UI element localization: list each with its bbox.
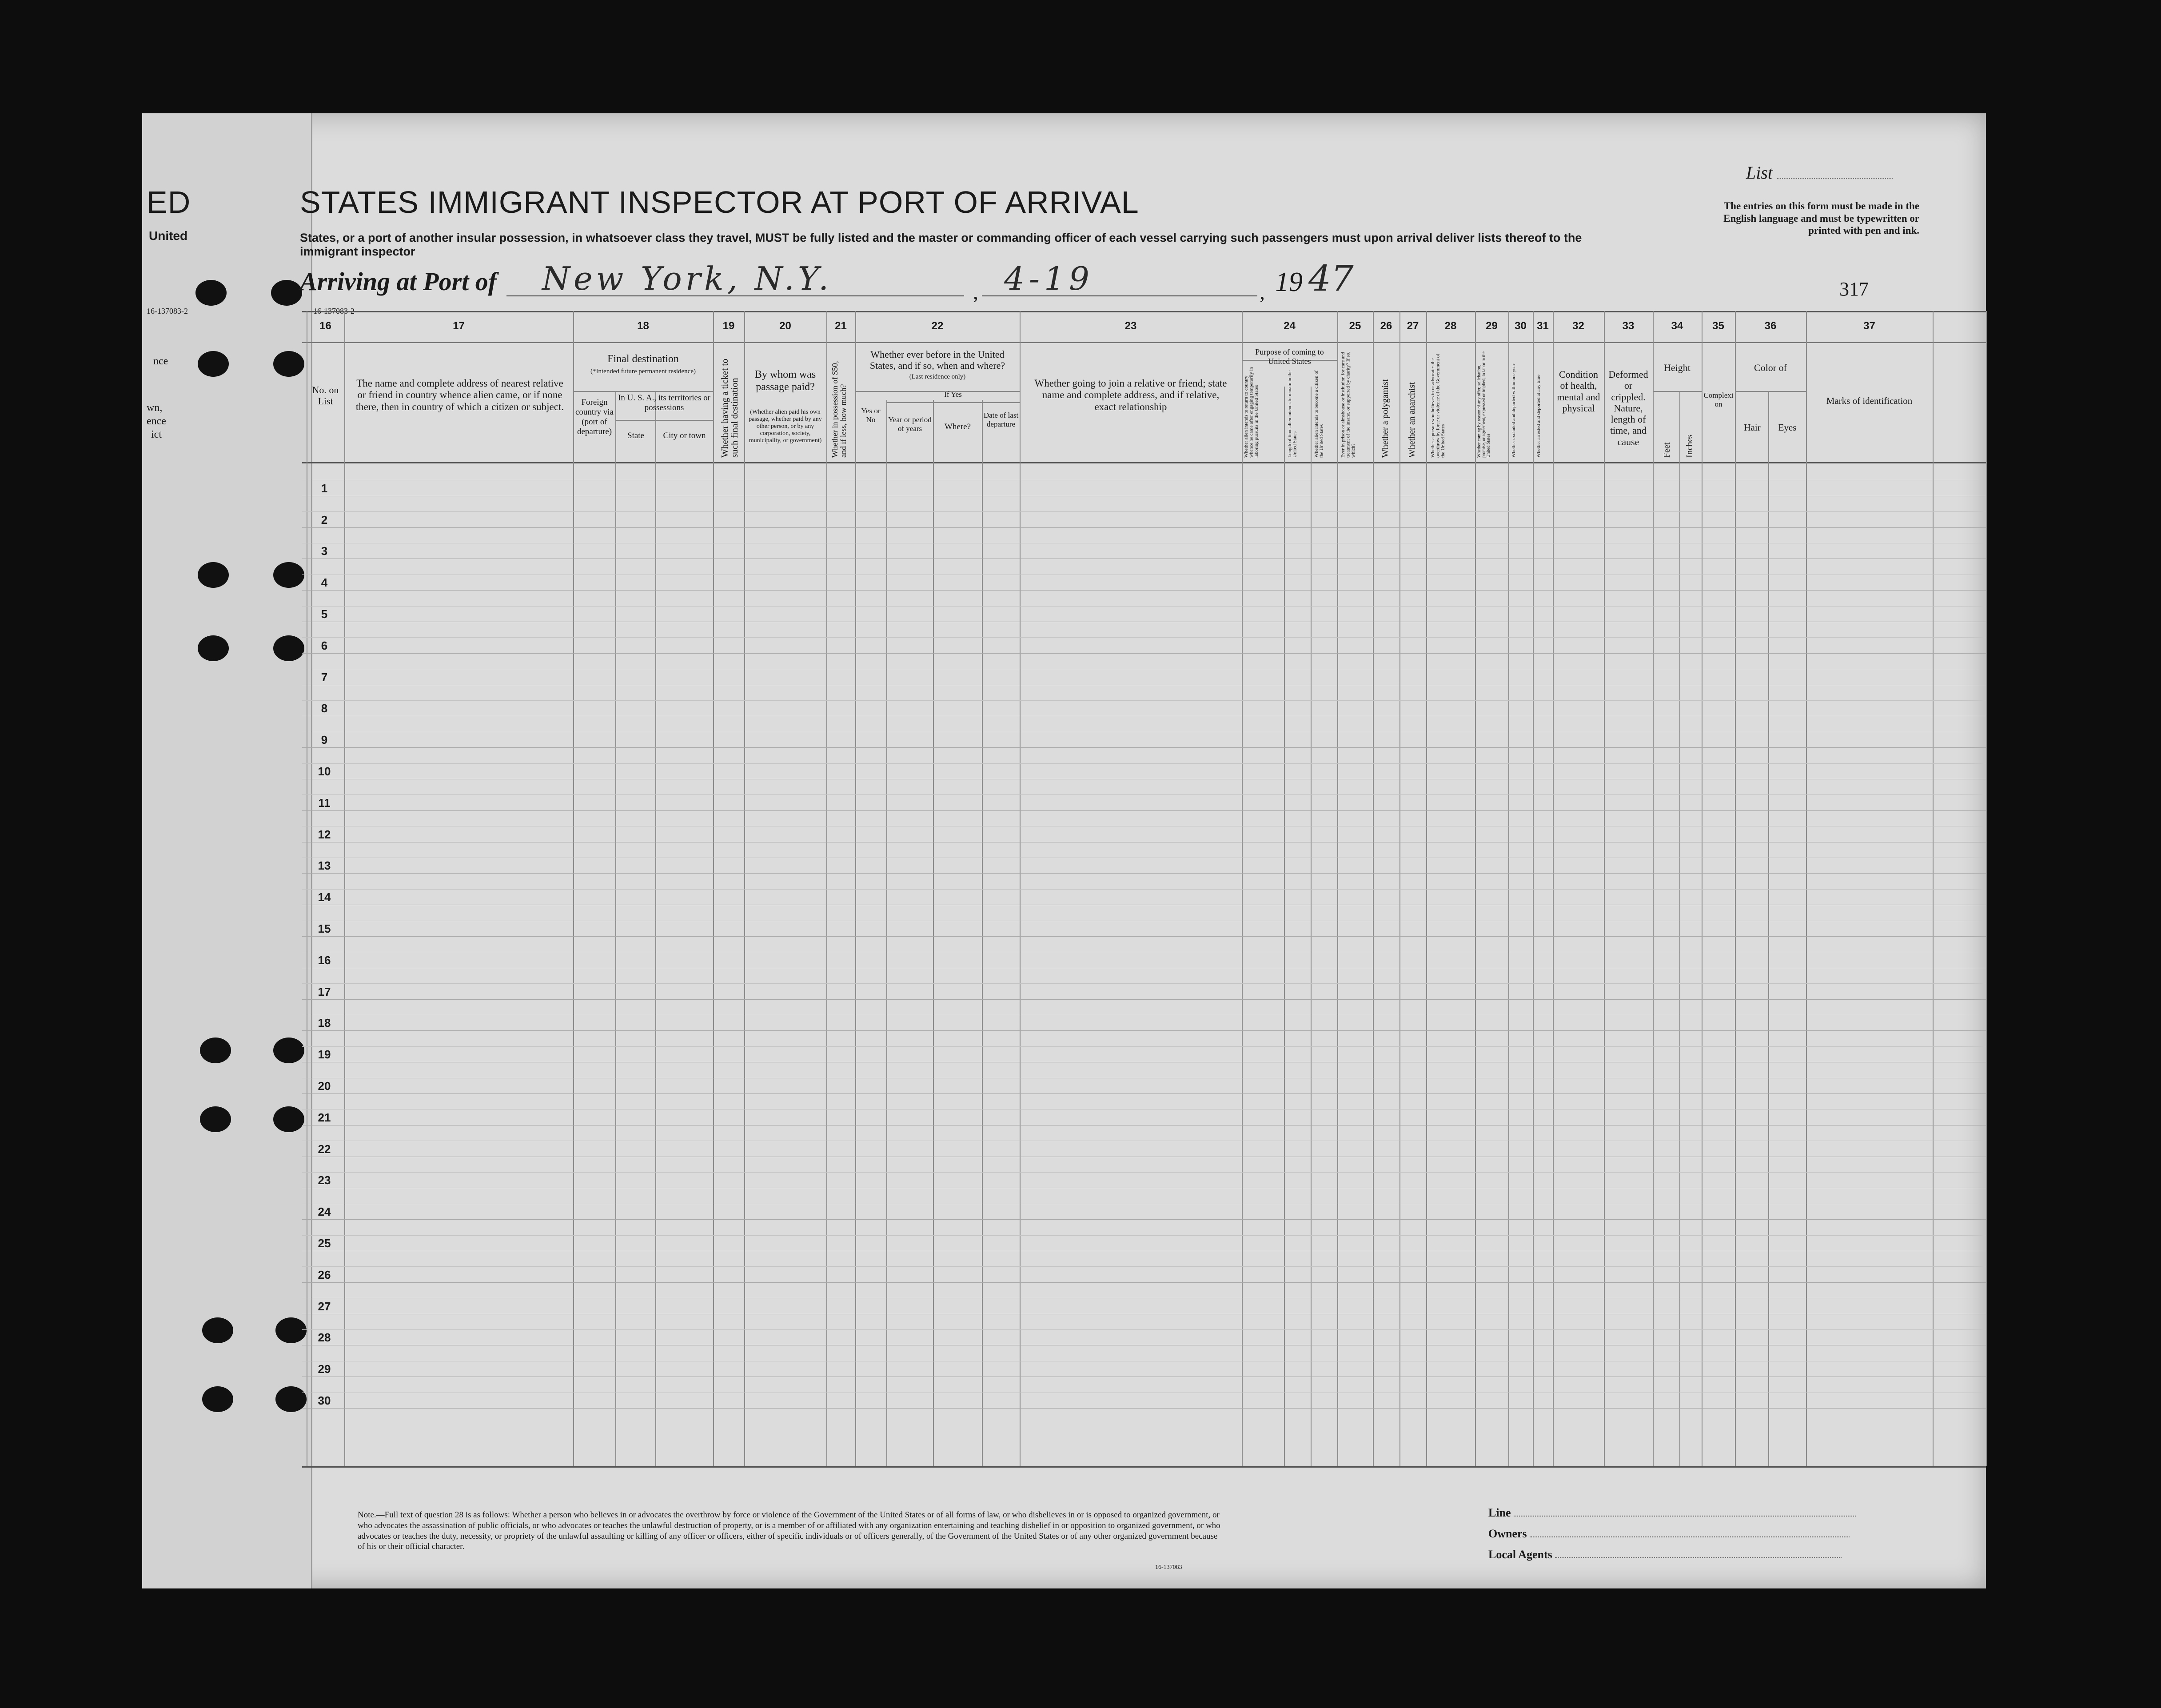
row-number: 18 (318, 1016, 331, 1030)
row-number: 17 (318, 985, 331, 998)
row-rule (302, 999, 1986, 1000)
row-number: 16 (318, 953, 331, 967)
col-22-ifyes: If Yes (944, 390, 962, 399)
row-number: 8 (321, 702, 328, 715)
row-number: 26 (318, 1268, 331, 1281)
row-half-rule (302, 983, 1986, 984)
col-23-header: Whether going to join a relative or friend; state name and complete address, and if relative, exact relationship (1034, 378, 1227, 412)
year-value: 47 (1308, 258, 1354, 299)
binding-hole (195, 280, 227, 306)
col-num-29: 29 (1486, 320, 1498, 332)
footer-form-code: 16-137083 (1155, 1564, 1182, 1571)
row-half-rule (302, 889, 1986, 890)
row-rule (302, 1219, 1986, 1220)
row-number: 29 (318, 1362, 331, 1376)
col-30-header: Whether excluded and deported within one year (1511, 363, 1516, 458)
port-value: New York, N.Y. (542, 260, 832, 297)
list-field (1746, 162, 1893, 183)
owners-field (1488, 1527, 1850, 1540)
left-flap (142, 113, 312, 1588)
col-num-20: 20 (779, 320, 791, 332)
form-title: STATES IMMIGRANT INSPECTOR AT PORT OF ARRIVAL (300, 185, 1139, 219)
col-34-title: Height (1664, 362, 1691, 373)
col-num-17: 17 (453, 320, 465, 332)
col-18-city: City or town (663, 431, 706, 440)
col-num-32: 32 (1572, 320, 1584, 332)
row-rule (302, 873, 1986, 874)
binding-hole (273, 351, 304, 377)
date-value: 4-19 (1004, 260, 1094, 297)
row-number: 4 (321, 576, 328, 590)
row-rule (302, 1093, 1986, 1094)
row-half-rule (302, 606, 1986, 607)
agents-field (1488, 1548, 1842, 1561)
col-num-37: 37 (1863, 320, 1875, 332)
col-num-27: 27 (1407, 320, 1419, 332)
row-number: 7 (321, 670, 328, 684)
row-rule (302, 653, 1986, 654)
col-22-yesno: Yes or No (861, 407, 881, 424)
col-num-35: 35 (1712, 320, 1724, 332)
row-rule (302, 810, 1986, 811)
row-number: 27 (318, 1299, 331, 1313)
left-flap-text-2: wn, (147, 402, 163, 414)
row-rule (302, 527, 1986, 528)
col-26-header: Whether a polygamist (1380, 379, 1390, 458)
col-17-header: The name and complete address of nearest relative or friend in country whence alien came, or if none there, then in country of which a citizen or subject. (355, 378, 564, 412)
row-half-rule (302, 511, 1986, 512)
col-22-where: Where? (944, 422, 971, 431)
left-flap-text-3: ence (147, 415, 166, 427)
sheet-number: 317 (1839, 278, 1869, 300)
row-number: 12 (318, 827, 331, 841)
table-top-border (302, 311, 1986, 312)
row-number: 19 (318, 1048, 331, 1062)
left-fragment-title: ED (147, 185, 191, 219)
col-25-header: Ever in prison or almshouse or institution for care and treatment of the insane, or supported by charity? If so, which? (1340, 351, 1356, 458)
col-18-title: Final destination (607, 353, 679, 365)
year-prefix: 19 (1275, 267, 1303, 297)
row-rule (302, 590, 1986, 591)
col-22-years: Year or period of years (888, 415, 932, 433)
col-num-28: 28 (1444, 320, 1457, 332)
binding-hole (202, 1386, 233, 1412)
row-number: 10 (318, 765, 331, 778)
col-18-foreign: Foreign country via (port of departure) (575, 398, 614, 436)
row-rule (302, 1030, 1986, 1031)
col-num-16: 16 (319, 320, 331, 332)
col-35-header: Complexion (1703, 391, 1734, 408)
col-21-header: Whether in possession of $50, and if less, how much? (830, 361, 848, 458)
manifest-sheet (142, 113, 1986, 1588)
row-half-rule (302, 1172, 1986, 1173)
col-34-feet: Feet (1662, 442, 1672, 458)
col-36-hair: Hair (1744, 422, 1761, 433)
col-36-eyes: Eyes (1778, 422, 1797, 433)
col-num-31: 31 (1537, 320, 1549, 332)
row-number: 22 (318, 1142, 331, 1156)
row-number: 25 (318, 1237, 331, 1250)
row-number: 23 (318, 1173, 331, 1187)
row-rule (302, 1282, 1986, 1283)
binding-hole (198, 635, 229, 661)
binding-hole (273, 562, 304, 588)
col-19-header: Whether having a ticket to such final destination (719, 359, 740, 458)
row-number: 15 (318, 922, 331, 935)
col-28-header: Whether a person who believes in or advocates the overthrow by force or violence of the Government of the United States (1430, 354, 1446, 458)
row-number: 20 (318, 1079, 331, 1093)
col-num-34: 34 (1671, 320, 1683, 332)
row-half-rule (302, 637, 1986, 638)
col-33-header: Deformed or crippled. Nature, length of time, and cause (1608, 369, 1648, 447)
col-37-header: Marks of identification (1826, 395, 1913, 406)
row-half-rule (302, 794, 1986, 795)
row-rule (302, 1408, 1986, 1409)
left-fragment-united: United (149, 229, 188, 243)
row-number: 2 (321, 513, 328, 527)
row-number: 21 (318, 1110, 331, 1124)
list-label: List (1746, 163, 1773, 183)
col-22-date: Date of last departure (983, 411, 1019, 428)
col-22-title: Whether ever before in the United States, and if so, when and where? (869, 349, 1005, 371)
row-rule (302, 747, 1986, 748)
row-number: 1 (321, 481, 328, 495)
row-number: 13 (318, 859, 331, 873)
col-24-a: Whether alien intends to return to country whence he came after engaging temporarily in laboring pursuits in the United States (1244, 367, 1260, 458)
col-31-header: Whether arrested and deported at any time (1536, 375, 1541, 458)
col-27-header: Whether an anarchist (1407, 382, 1417, 458)
row-number: 5 (321, 607, 328, 621)
row-number: 9 (321, 733, 328, 747)
row-half-rule (302, 1266, 1986, 1267)
table-bottom-border (302, 1466, 1986, 1468)
col-num-18: 18 (637, 320, 649, 332)
col-24-title: Purpose of coming to United States (1255, 347, 1324, 366)
left-flap-text-1: nce (153, 355, 168, 367)
binding-hole (273, 635, 304, 661)
col-20-note: (Whether alien paid his own passage, whether paid by any other person, or by any corporation, society, municipality, or government) (749, 409, 822, 444)
row-rule (302, 936, 1986, 937)
left-flap-text-4: ict (151, 429, 162, 440)
col-24-b: Length of time alien intends to remain in the United States (1287, 370, 1298, 458)
comma: , (973, 280, 978, 304)
row-number: 3 (321, 544, 328, 558)
col-20-title: By whom was passage paid? (754, 369, 816, 393)
binding-hole (198, 351, 229, 377)
owners-label: Owners (1488, 1527, 1527, 1540)
row-half-rule (302, 1046, 1986, 1047)
col-16-header: No. on List (312, 384, 339, 407)
col-18-state: State (627, 431, 644, 440)
binding-hole (273, 1038, 304, 1063)
col-num-24: 24 (1284, 320, 1296, 332)
binding-hole (200, 1106, 231, 1132)
binding-hole (198, 562, 229, 588)
binding-hole (275, 1317, 307, 1343)
left-form-code: 16-137083-2 (147, 307, 188, 315)
col-32-header: Condition of health, mental and physical (1557, 369, 1600, 414)
question-28-note: Note.—Full text of question 28 is as follows: Whether a person who believes in or advocates the overthrow by force or violence of the Government of the United States or of all forms of law, or who disbelieves in or is opposed to organized government, or who advocates the assassination of public officials, or who advocates or teaches the unlawful destruction of property, or is a member of or affiliated with any organization entertaining and teaching disbelief in or opposition to organized government, or who advocates or teaches the duty, necessity, or propriety of the unlawful assaulting or killing of any officer or officers, either of specific individuals or of officers generally, of the Government of the United States or of any other organized government because of his or their official character. (358, 1510, 1220, 1552)
row-number: 28 (318, 1331, 331, 1345)
col-36-title: Color of (1754, 362, 1787, 373)
col-24-c: Whether alien intends to become a citizen of the United States (1314, 370, 1324, 458)
col-num-21: 21 (835, 320, 847, 332)
header-bottom-border (302, 462, 1986, 463)
binding-hole (271, 280, 302, 306)
arriving-label: Arriving at Port of (300, 267, 497, 296)
row-half-rule (302, 700, 1986, 701)
col-18-note: (*Intended future permanent residence) (590, 368, 696, 375)
row-half-rule (302, 763, 1986, 764)
col-34-inches: Inches (1685, 434, 1695, 458)
col-num-19: 19 (722, 320, 735, 332)
binding-hole (202, 1317, 233, 1343)
row-number: 6 (321, 639, 328, 652)
col-num-30: 30 (1515, 320, 1527, 332)
col-num-25: 25 (1349, 320, 1361, 332)
col-29-header: Whether coming by reason of any offer, solicitation, promise, or agreement, expressed or implied, to labor in the United States (1477, 351, 1491, 458)
col-num-23: 23 (1124, 320, 1137, 332)
colnum-separator (302, 342, 1986, 343)
row-half-rule (302, 1235, 1986, 1236)
col-18-usa: In U. S. A., its territories or possessions (618, 393, 710, 412)
form-subtitle: States, or a port of another insular possession, in whatsoever class they travel, MUST be fully listed and the master or commanding officer of each vessel carrying such passengers must upon arrival deliver lists thereof to the immigrant inspector (300, 231, 1582, 258)
comma: , (1260, 280, 1265, 304)
row-number: 30 (318, 1394, 331, 1407)
binding-hole (273, 1106, 304, 1132)
col-22-note: (Last residence only) (909, 373, 966, 380)
col-num-33: 33 (1622, 320, 1635, 332)
col-num-22: 22 (931, 320, 944, 332)
form-instructions: The entries on this form must be made in the English language and must be typewritten or printed with pen and ink. (1723, 200, 1919, 236)
row-number: 11 (318, 796, 331, 810)
agents-label: Local Agents (1488, 1548, 1552, 1561)
row-number: 14 (318, 890, 331, 904)
row-number: 24 (318, 1205, 331, 1219)
col-num-26: 26 (1380, 320, 1392, 332)
line-field (1488, 1506, 1856, 1520)
col-num-36: 36 (1764, 320, 1777, 332)
binding-hole (200, 1038, 231, 1063)
row-half-rule (302, 1329, 1986, 1330)
line-label: Line (1488, 1506, 1511, 1519)
